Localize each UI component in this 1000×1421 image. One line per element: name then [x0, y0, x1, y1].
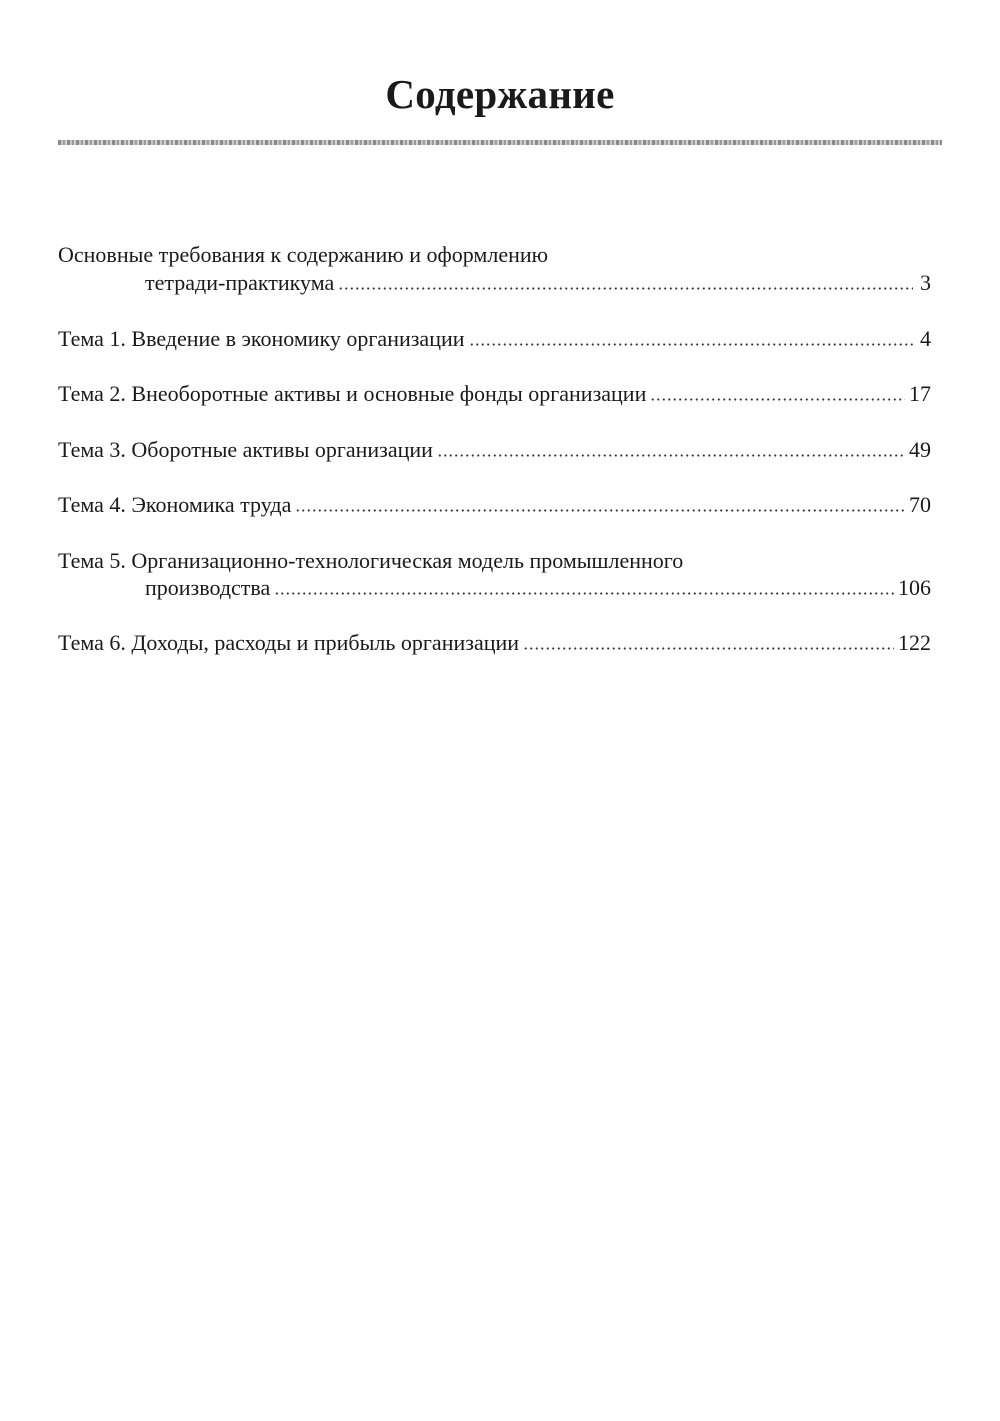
dot-leader: [338, 287, 913, 290]
dot-leader: [274, 592, 894, 595]
dot-leader: [437, 454, 905, 457]
toc-entry-line: [58, 547, 931, 575]
toc-entry-title: Тема 4. Экономика труда: [58, 492, 292, 517]
dot-leader: [469, 343, 913, 346]
toc-page-number: 17: [909, 381, 931, 406]
toc-page-number: 70: [909, 492, 931, 517]
toc-page-number: 3: [920, 270, 931, 295]
toc-entry-title: Тема 6. Доходы, расходы и прибыль организации: [58, 630, 520, 655]
dot-leader: [523, 647, 894, 650]
toc-entry[interactable]: [58, 380, 931, 408]
toc-entry[interactable]: [145, 269, 931, 297]
page-title: Содержание: [385, 71, 615, 117]
toc-entry-title: Основные требования к содержанию и оформлению: [58, 242, 549, 267]
toc-entry-title: Тема 3. Оборотные активы организации: [58, 437, 433, 462]
toc-entry-title: Тема 2. Внеоборотные активы и основные фонды организации: [58, 381, 647, 406]
toc-page-number: 106: [898, 575, 931, 600]
toc-entry[interactable]: [145, 574, 931, 602]
dot-leader: [295, 509, 905, 512]
toc-entry[interactable]: [58, 436, 931, 464]
toc-entry[interactable]: [58, 325, 931, 353]
toc-entry-line: [58, 241, 931, 269]
toc-entry-title: тетради-практикума: [145, 270, 335, 295]
toc-entry[interactable]: [58, 491, 931, 519]
title-divider: [58, 140, 942, 145]
toc-entry-title: производства: [145, 575, 271, 600]
toc-entry-title: Тема 5. Организационно-технологическая модель промышленного: [58, 548, 684, 573]
dot-leader: [650, 398, 905, 401]
toc-entry[interactable]: [58, 629, 931, 657]
toc-page-number: 122: [898, 630, 931, 655]
toc-page-number: 49: [909, 437, 931, 462]
toc-page-number: 4: [920, 326, 931, 351]
toc-entry-title: Тема 1. Введение в экономику организации: [58, 326, 465, 351]
